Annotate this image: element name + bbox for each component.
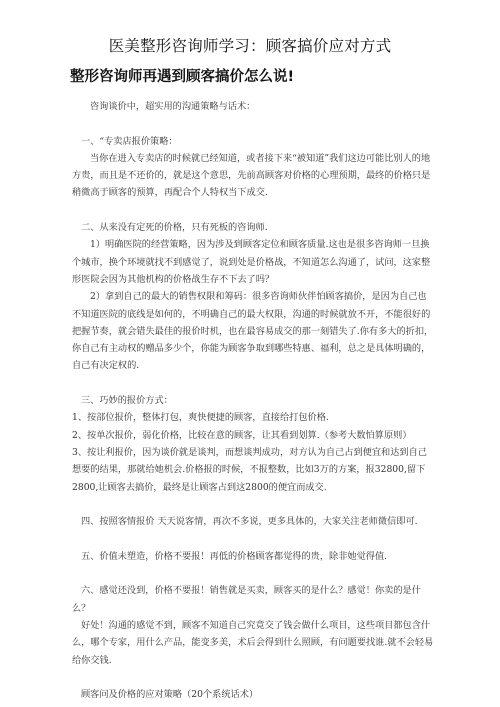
section-1-heading: 一、“专卖店报价策略： (81, 135, 178, 147)
section-1-paragraph: 当你在进入专卖店的时候就已经知道，或者接下来“被知道”我们这边可能比别人的地方贵，而且是不还价的，就是这个意思，先前高顾客对价格的心理预期，最终的价格只是稍微高于顾客的预算，再配合个人特权当下成交. (72, 152, 431, 199)
section-2-heading: 二、从来没有定死的价格，只有死板的咨询师. (81, 222, 268, 234)
document-body (72, 98, 434, 703)
section-6-heading: 六、感觉还没到，价格不要报！销售就是买卖，顾客买的是什么？感觉！你卖的是什么？ (72, 585, 421, 614)
section-3-item-3: 3、按让利报价，因为谈价就是谈判，而想谈判成功，对方认为自己占到便宜和达到自己想要的结果，那就给她机会.价格报的时候，不报整数，比如3万的方案，报32800,留下2800,让顾客去搞价，最终是让顾客占到这2800的便宜而成交. (72, 446, 427, 493)
section-3-heading: 三、巧妙的报价方式： (81, 395, 173, 407)
intro-paragraph: 咨询谈价中，超实用的沟通策略与话术： (90, 101, 256, 112)
section-5-paragraph: 五、价值未塑造，价格不要报！再低的价格顾客都觉得的贵，除非她觉得值. (81, 550, 388, 562)
section-4-paragraph: 四、按照客情报价 天天说客情，再次不多说，更多具体的，大家关注老师微信即可. (81, 516, 418, 528)
section-3-item-2: 2、按单次报价，弱化价格，比较在意的顾客，让其看到划算.（参考大数怕算原则） (72, 429, 412, 441)
section-6-paragraph: 好处！沟通的感觉不到，顾客不知道自己究竟交了钱会做什么项目，这些项目都包含什么，哪个专家，用什么产品，能变多美，术后会得到什么照顾，有问题要找谁.就不会轻易给你交钱. (72, 619, 434, 666)
section-2-paragraph-1: 1）明确医院的经营策略，因为涉及到顾客定位和顾客质量.这也是很多咨询师一旦换个城市，换个环境就找不到感觉了，说到处是价格战，不知道怎么沟通了，试问，这家整形医院会因为其他机构的价格战生存不下去了吗？ (72, 239, 431, 285)
section-2-paragraph-2: 2）拿到自己的最大的销售权限和筹码：很多咨询师伙伴怕顾客搞价，是因为自己也不知道医院的底线是如何的，不明确自己的最大权限，沟通的时候就放不开，不能很好的把握节奏，就会错失最佳的报价时机，也在最容易成交的那一刻错失了.你有多大的折扣，你自己有主动权的赠品多少个，你能为顾客争取到哪些特惠、福利，总之是具体明确的，自己有决定权的. (72, 291, 434, 372)
document-subtitle: 整形咨询师再遇到顾客搞价怎么说! (70, 69, 295, 85)
section-7-heading: 顾客问及价格的应对策略（20个系统话术） (81, 689, 259, 701)
document-title: 医美整形咨询师学习：顾客搞价应对方式 (108, 37, 392, 55)
section-3-item-1: 1、按部位报价，整体打包，爽快便捷的顾客，直接给打包价格. (72, 412, 329, 424)
